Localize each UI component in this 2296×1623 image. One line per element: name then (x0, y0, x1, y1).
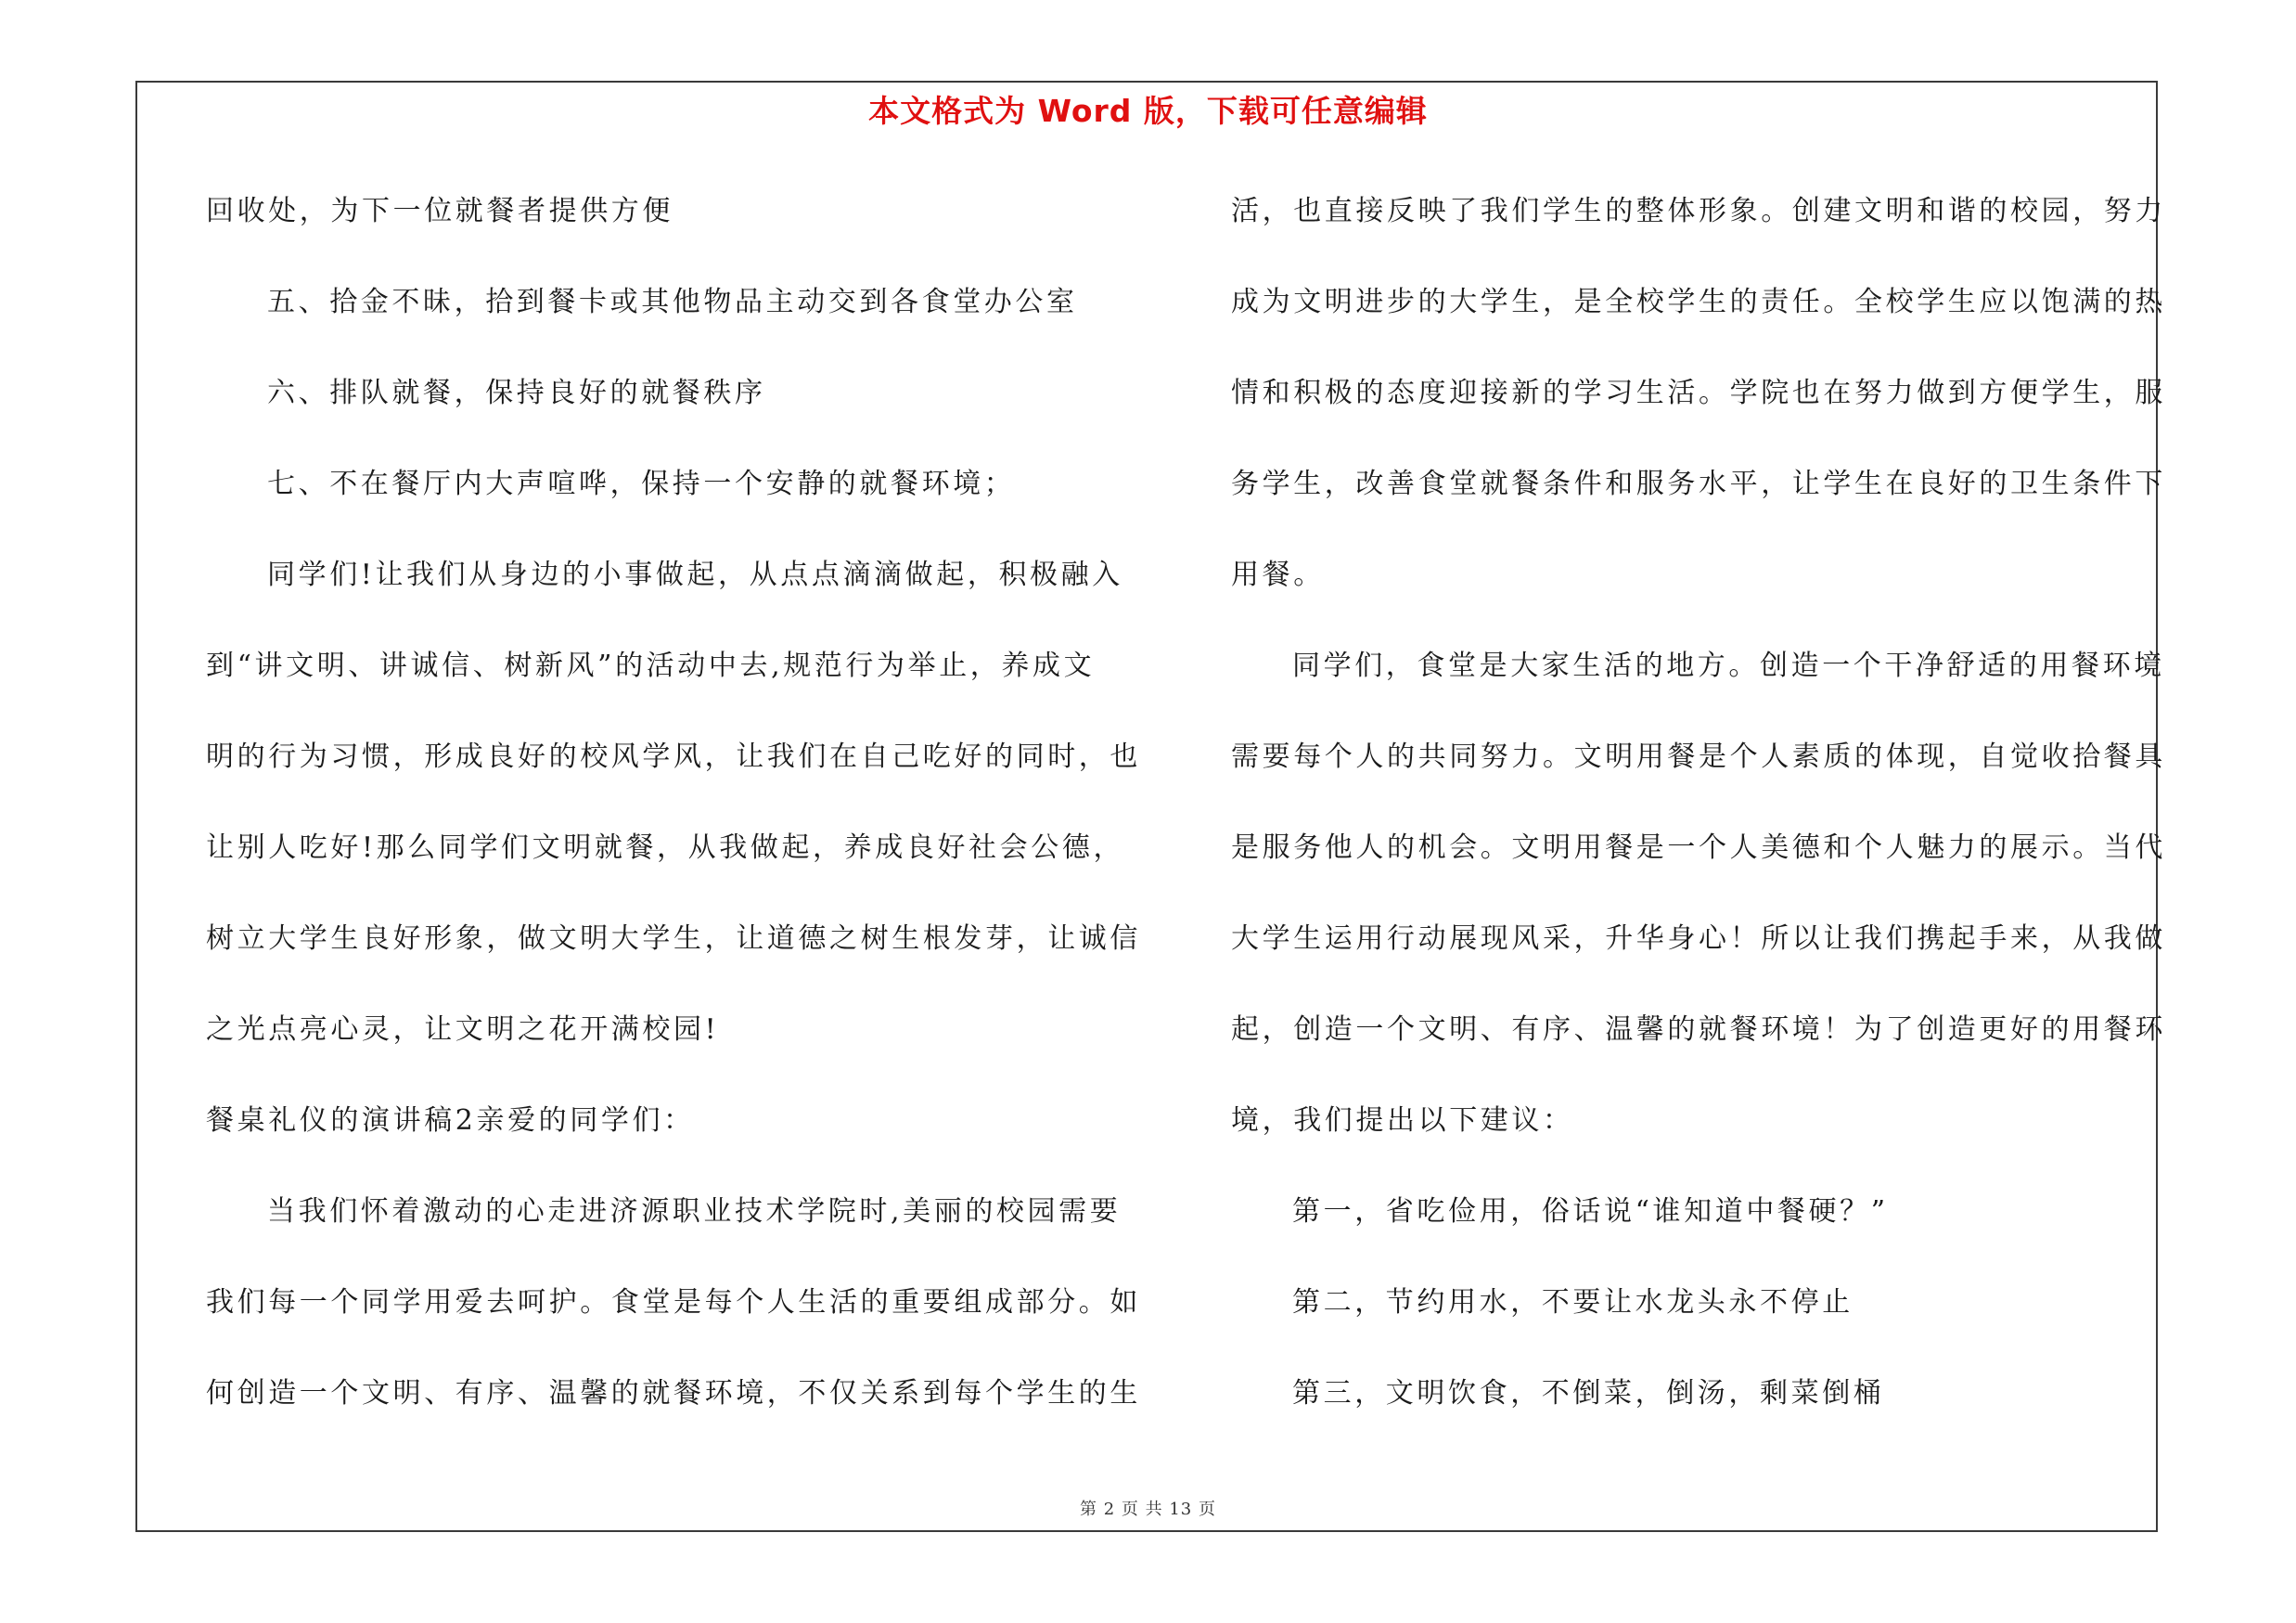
text-line: 到“讲文明、讲诚信、树新风”的活动中去,规范行为举止，养成文 (206, 650, 1096, 682)
text-line: 同学们!让我们从身边的小事做起，从点点滴滴做起，积极融入 (267, 559, 1123, 591)
text-line: 务学生，改善食堂就餐条件和服务水平，让学生在良好的卫生条件下 (1231, 468, 2166, 500)
text-line: 用餐。 (1231, 559, 1325, 591)
text-line: 回收处，为下一位就餐者提供方便 (206, 195, 673, 227)
text-line: 同学们，食堂是大家生活的地方。创造一个干净舒适的用餐环境 (1292, 650, 2165, 682)
right-text-column (1231, 184, 2166, 1457)
text-line: 我们每一个同学用爱去呵护。食堂是每个人生活的重要组成部分。如 (206, 1286, 1141, 1319)
text-line: 起，创造一个文明、有序、温馨的就餐环境！为了创造更好的用餐环 (1231, 1013, 2166, 1046)
text-line: 境，我们提出以下建议： (1231, 1104, 1574, 1137)
word-format-banner: 本文格式为 Word 版，下载可任意编辑 (868, 93, 1428, 129)
text-line: 成为文明进步的大学生，是全校学生的责任。全校学生应以饱满的热 (1231, 286, 2166, 318)
text-line: 第一，省吃俭用，俗话说“谁知道中餐硬？” (1292, 1195, 1889, 1228)
text-line: 需要每个人的共同努力。文明用餐是个人素质的体现，自觉收拾餐具 (1231, 741, 2166, 773)
text-line: 何创造一个文明、有序、温馨的就餐环境，不仅关系到每个学生的生 (206, 1377, 1141, 1410)
left-text-column (206, 184, 1141, 1457)
text-line: 第二，节约用水，不要让水龙头永不停止 (1292, 1286, 1853, 1319)
text-line: 餐桌礼仪的演讲稿2亲爱的同学们： (206, 1104, 695, 1137)
text-line: 七、不在餐厅内大声喧哗，保持一个安静的就餐环境； (267, 468, 1016, 500)
text-line: 五、拾金不昧，拾到餐卡或其他物品主动交到各食堂办公室 (267, 286, 1078, 318)
text-line: 六、排队就餐，保持良好的就餐秩序 (267, 377, 766, 409)
text-line: 之光点亮心灵，让文明之花开满校园! (206, 1013, 720, 1046)
text-line: 是服务他人的机会。文明用餐是一个人美德和个人魅力的展示。当代 (1231, 831, 2166, 864)
text-line: 情和积极的态度迎接新的学习生活。学院也在努力做到方便学生，服 (1231, 377, 2166, 409)
text-line: 让别人吃好!那么同学们文明就餐，从我做起，养成良好社会公德， (206, 831, 1125, 864)
text-line: 明的行为习惯，形成良好的校风学风，让我们在自己吃好的同时，也 (206, 741, 1141, 773)
page-number-footer: 第 2 页 共 13 页 (1080, 1500, 1216, 1519)
text-line: 活，也直接反映了我们学生的整体形象。创建文明和谐的校园，努力 (1231, 195, 2166, 227)
text-line: 树立大学生良好形象，做文明大学生，让道德之树生根发芽，让诚信 (206, 922, 1141, 955)
text-line: 大学生运用行动展现风采，升华身心！所以让我们携起手来，从我做 (1231, 922, 2166, 955)
text-line: 第三，文明饮食，不倒菜，倒汤，剩菜倒桶 (1292, 1377, 1885, 1410)
text-line: 当我们怀着激动的心走进济源职业技术学院时,美丽的校园需要 (267, 1195, 1122, 1228)
